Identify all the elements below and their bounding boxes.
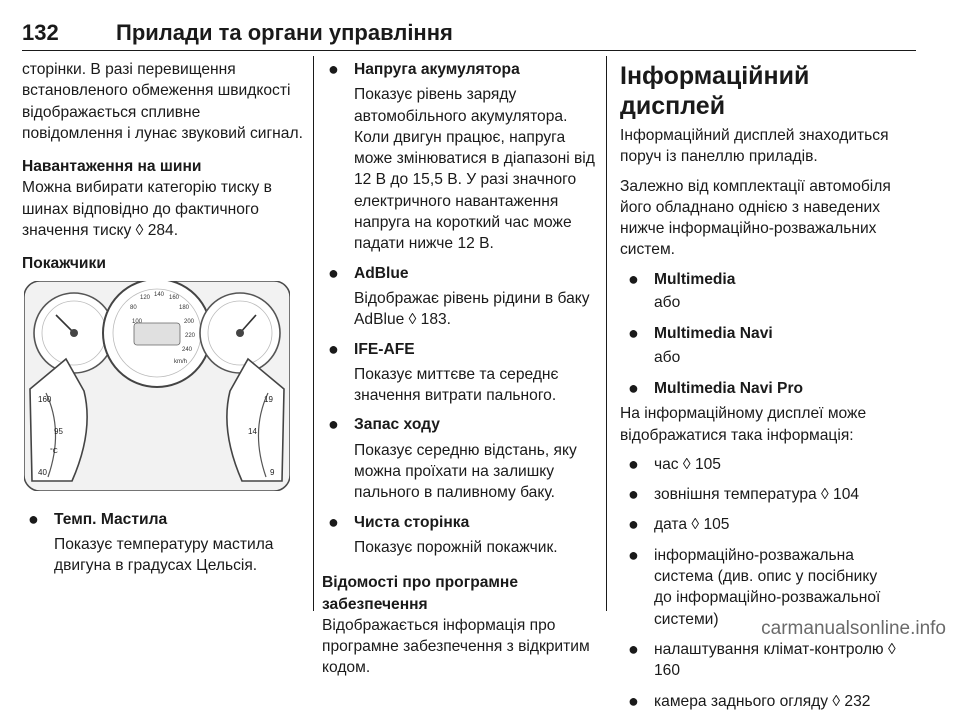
gauge-label: °C (50, 447, 58, 455)
bullet-icon: ● (628, 690, 639, 711)
speed-tick: 80 (130, 304, 137, 311)
info-item-text: зовнішня температура ◊ 104 (654, 486, 860, 504)
bullet-icon: ● (628, 544, 639, 565)
range-item (322, 414, 598, 503)
cluster-svg (24, 281, 290, 491)
bullet-icon: ● (328, 59, 339, 79)
watermark: carmanualsonline.info (761, 618, 946, 639)
software-heading: Відомості про програмне забезпечення (322, 574, 519, 613)
info-display-p2: Залежно від комплектації автомобіля його обладнано однією з наведених нижче інформаційно-розважальних систем. (620, 177, 891, 259)
page-header (22, 20, 916, 52)
gauge-label: 14 (248, 426, 257, 436)
bullet-icon: ● (328, 511, 339, 532)
adblue-item (322, 263, 598, 331)
column-1 (22, 59, 304, 585)
bullet-icon: ● (628, 484, 639, 505)
bullet-icon: ● (628, 268, 639, 289)
info-item (620, 484, 896, 505)
system-item (620, 323, 896, 344)
info-item-text: час ◊ 105 (654, 455, 721, 473)
info-item-text: дата ◊ 105 (654, 516, 730, 534)
item-desc: Показує середню відстань, яку можна проїхати на залишку пального в паливному баку. (354, 441, 577, 502)
item-title: IFE-AFE (354, 340, 415, 358)
intro-text: сторінки. В разі перевищення встановленого обмеження швидкості відображається спливне повідомлення і лунає звуковий сигнал. (22, 61, 303, 142)
speed-tick: 140 (154, 291, 165, 298)
info-item (620, 639, 896, 682)
bullet-icon: ● (628, 377, 639, 398)
info-item (620, 514, 896, 535)
column-2 (322, 59, 598, 691)
system-item (620, 378, 896, 399)
item-title: Чиста сторінка (354, 513, 470, 531)
system-name: Multimedia Navi (654, 325, 773, 343)
gauge-label: 95 (54, 426, 63, 436)
gauge-label: 160 (38, 394, 52, 404)
item-title: Напруга акумулятора (354, 61, 520, 78)
blank-page-item (322, 512, 598, 559)
speed-unit: km/h (174, 358, 188, 365)
ife-afe-item (322, 339, 598, 407)
column-divider-1 (313, 56, 314, 611)
system-item (620, 269, 896, 290)
item-desc: Відображає рівень рідини в баку AdBlue ◊ 183. (354, 289, 590, 329)
instrument-cluster-illustration (24, 281, 290, 491)
system-name: Multimedia (654, 270, 736, 288)
bullet-icon: ● (328, 262, 339, 283)
oil-temp-title: Темп. Мастила (54, 510, 168, 528)
info-item (620, 454, 896, 475)
tire-text: Можна вибирати категорію тиску в шинах відповідно до фактичного значення тиску ◊ 284. (22, 179, 272, 240)
bullet-icon: ● (628, 638, 639, 659)
item-desc: Показує порожній покажчик. (354, 538, 558, 556)
gauge-label: 9 (270, 467, 275, 477)
info-item (620, 691, 896, 712)
bullet-icon: ● (328, 414, 339, 435)
info-item-text: камера заднього огляду ◊ 232 (654, 692, 871, 710)
gauge-label: 19 (264, 394, 273, 404)
speed-tick: 120 (140, 294, 151, 301)
column-divider-2 (606, 56, 607, 611)
speed-tick: 220 (185, 332, 196, 339)
item-title: AdBlue (354, 264, 409, 282)
indicators-heading: Покажчики (22, 255, 106, 273)
info-display-p1: Інформаційний дисплей знаходиться поруч із панеллю приладів. (620, 127, 889, 166)
system-name: Multimedia Navi Pro (654, 379, 804, 397)
speed-tick: 240 (182, 346, 193, 353)
bullet-icon: ● (28, 508, 39, 529)
speed-tick: 160 (169, 294, 180, 301)
info-display-p3: На інформаційному дисплеї може відображатися така інформація: (620, 405, 867, 444)
item-title: Запас ходу (354, 416, 440, 434)
info-item-text: інформаційно-розважальна система (див. опис у посібнику до інформаційно-розважальної системи) (654, 546, 881, 628)
item-desc: Показує миттєве та середнє значення витрати пального. (354, 365, 559, 405)
bullet-icon: ● (628, 323, 639, 344)
item-desc: Показує рівень заряду автомобільного акумулятора. Коли двигун працює, напруга може змінюватися в діапазоні від 12 В до 15,5 В. У разі значного електричного навантаження напруга на короткий час може падати нижче 12 В. (354, 86, 595, 253)
chapter-title: Прилади та органи управління (116, 20, 453, 45)
tire-heading: Навантаження на шини (22, 158, 202, 176)
software-text: Відображається інформація про програмне забезпечення з відкритим кодом. (322, 616, 590, 677)
oil-temp-desc: Показує температуру мастила двигуна в градусах Цельсія. (54, 535, 274, 575)
battery-voltage-item (322, 59, 598, 255)
gauge-label: 40 (38, 467, 47, 477)
bullet-icon: ● (328, 338, 339, 359)
header-rule (22, 50, 916, 51)
speed-tick: 100 (132, 318, 143, 325)
speed-tick: 180 (179, 304, 190, 311)
or-text: або (654, 348, 681, 366)
speed-tick: 200 (184, 318, 195, 325)
info-display-heading: Інформаційний дисплей (620, 62, 810, 120)
or-text: або (654, 294, 681, 312)
bullet-icon: ● (628, 453, 639, 474)
page-number: 132 (22, 20, 59, 45)
oil-temp-item (22, 509, 304, 577)
bullet-icon: ● (628, 514, 639, 535)
info-item-text: налаштування клімат-контролю ◊ 160 (654, 640, 896, 680)
